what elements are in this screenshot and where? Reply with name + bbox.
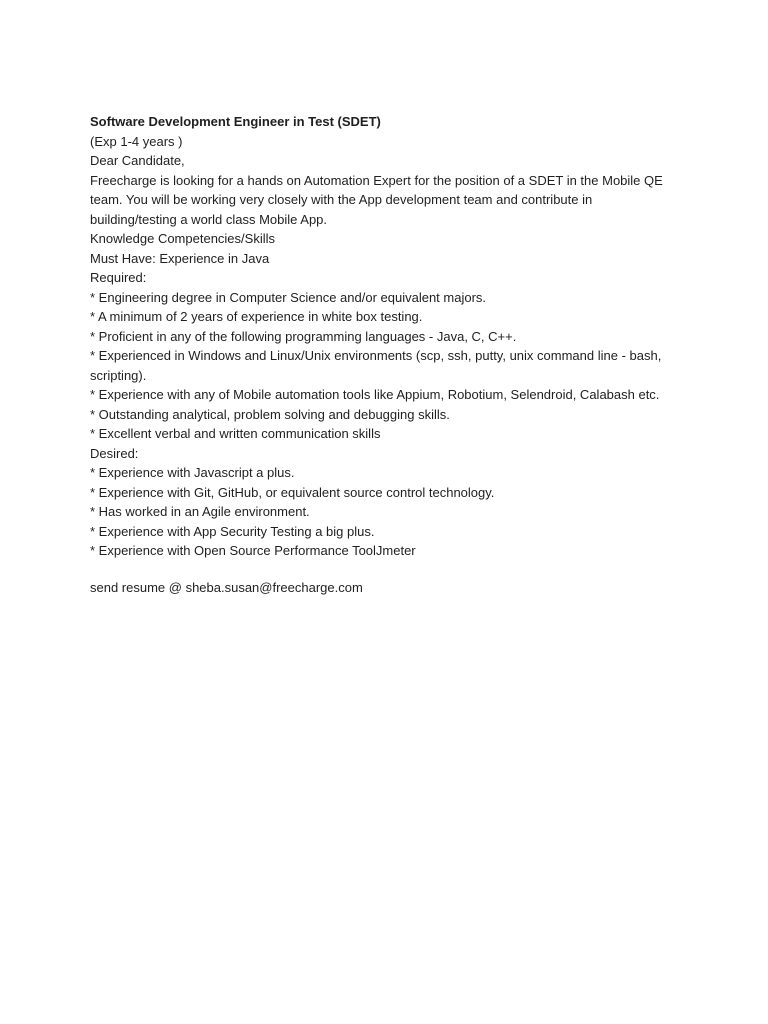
desired-heading: Desired: (90, 445, 139, 461)
desired-item: * Experience with Javascript a plus. (90, 465, 295, 480)
greeting: Dear Candidate, (90, 153, 185, 168)
required-item: * Excellent verbal and written communication skills (90, 426, 381, 441)
required-item: * Experience with any of Mobile automation tools like Appium, Robotium, Selendroid, Calabash etc. (90, 387, 660, 402)
required-item: * Experienced in Windows and Linux/Unix environments (scp, ssh, putty, unix command line - bash, scripting). (90, 348, 662, 383)
required-item: * Engineering degree in Computer Science and/or equivalent majors. (90, 289, 487, 305)
knowledge-heading: Knowledge Competencies/Skills (90, 231, 275, 246)
required-item: * Outstanding analytical, problem solving and debugging skills. (90, 406, 450, 422)
required-item: * A minimum of 2 years of experience in white box testing. (90, 309, 423, 324)
intro-paragraph: Freecharge is looking for a hands on Automation Expert for the position of a SDET in the Mobile QE team. You will be working very closely with the App development team and contribute in building/testing a world class Mobile App. (90, 172, 663, 227)
desired-item: * Experience with App Security Testing a big plus. (90, 523, 375, 539)
must-have-line: Must Have: Experience in Java (90, 250, 270, 266)
desired-item: * Has worked in an Agile environment. (90, 504, 310, 519)
desired-item: * Experience with Open Source Performance ToolJmeter (90, 543, 416, 558)
required-item: * Proficient in any of the following programming languages - Java, C, C++. (90, 328, 517, 344)
desired-item: * Experience with Git, GitHub, or equivalent source control technology. (90, 484, 495, 500)
job-title: Software Development Engineer in Test (SDET) (90, 114, 381, 129)
contact-line: send resume @ sheba.susan@freecharge.com (90, 579, 363, 595)
desired-list (90, 463, 678, 561)
required-list (90, 288, 678, 444)
spacer (90, 561, 678, 578)
experience-range: (Exp 1-4 years ) (90, 133, 183, 149)
required-heading: Required: (90, 270, 147, 285)
